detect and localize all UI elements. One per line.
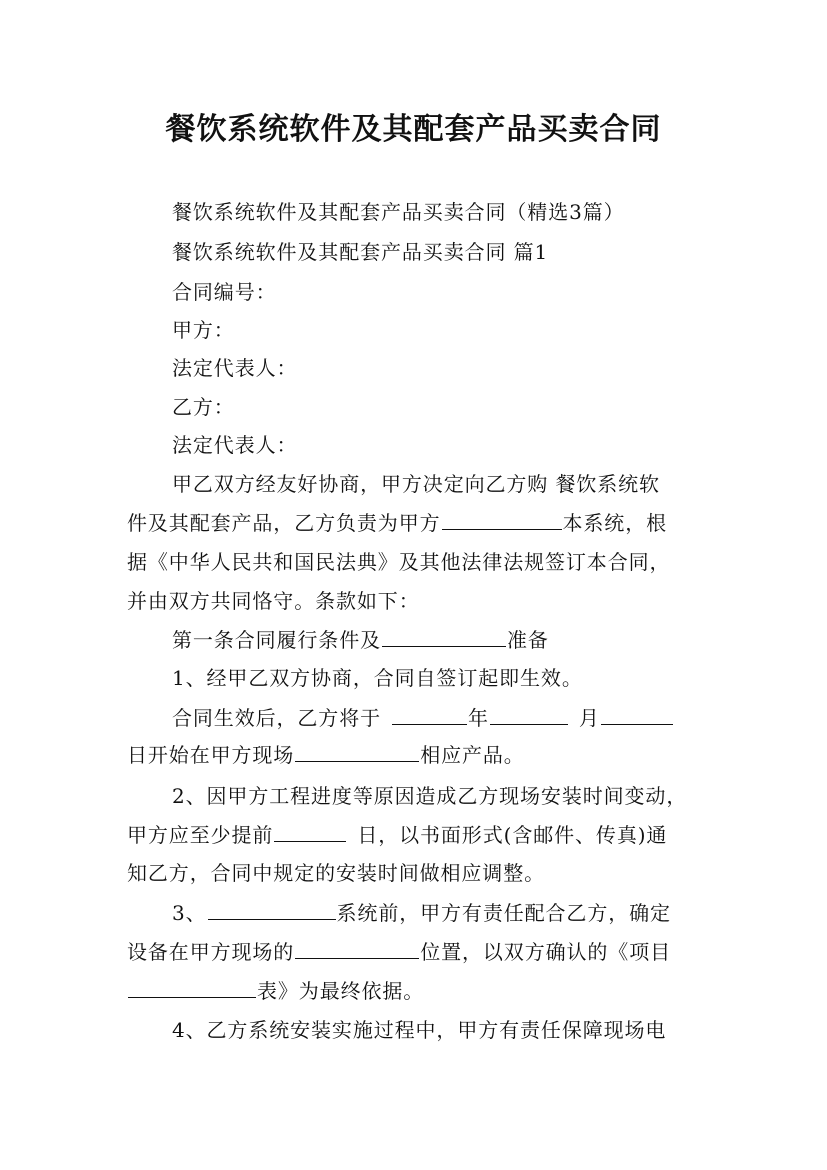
party-b-label: 乙方： (172, 395, 235, 419)
item-2-line-2 (127, 823, 707, 847)
item-3-line-2 (127, 940, 707, 964)
blank-field (490, 706, 568, 725)
blank-field (208, 901, 336, 920)
item-3-text-b: 系统前，甲方有责任配合乙方，确定 (336, 901, 671, 925)
paragraph-1-line-2-text-a: 件及其配套产品，乙方负责为甲方 (127, 511, 441, 535)
document-title: 餐饮系统软件及其配套产品买卖合同 (165, 112, 662, 147)
item-3-text-a: 3、 (172, 901, 207, 925)
item-1-continuation-line-1 (172, 706, 752, 730)
party-a-representative-label: 法定代表人： (172, 356, 298, 380)
item-4-line-1: 4、乙方系统安装实施过程中，甲方有责任保障现场电 (172, 1018, 667, 1042)
blank-field (601, 706, 673, 725)
paragraph-1-line-2-text-b: 本系统，根 (562, 511, 667, 535)
paragraph-1-line-2 (127, 511, 707, 535)
item-1-text-a: 合同生效后，乙方将于 (172, 706, 381, 730)
item-3-line-3 (127, 979, 707, 1003)
blank-field (442, 511, 562, 530)
item-1-line: 1、经甲乙双方协商，合同自签订起即生效。 (172, 666, 583, 690)
item-3-line-1 (172, 901, 752, 925)
item-1-text-b: 日开始在甲方现场 (127, 743, 295, 767)
paragraph-1-line-1: 甲乙双方经友好协商，甲方决定向乙方购 餐饮系统软 (172, 472, 660, 496)
blank-field (274, 823, 346, 842)
blank-field (128, 979, 256, 998)
contract-number-label: 合同编号： (172, 280, 277, 304)
paragraph-1-line-4: 并由双方共同恪守。条款如下： (127, 589, 420, 613)
blank-field (382, 628, 506, 647)
item-1-continuation-line-2 (127, 743, 707, 767)
item-1-text-c: 相应产品。 (420, 743, 525, 767)
item-2-line-1: 2、因甲方工程进度等原因造成乙方现场安装时间变动， (172, 784, 688, 808)
item-2-text-a: 甲方应至少提前 (127, 823, 274, 847)
blank-field (392, 706, 467, 725)
blank-field (295, 940, 419, 959)
party-a-label: 甲方： (172, 318, 235, 342)
month-label: 月 (578, 706, 600, 730)
intro-line: 餐饮系统软件及其配套产品买卖合同（精选3篇） (172, 200, 625, 224)
item-2-line-3: 知乙方，合同中规定的安装时间做相应调整。 (127, 861, 545, 885)
item-3-text-d: 位置，以双方确认的《项目 (420, 940, 672, 964)
item-2-text-b: 日，以书面形式(含邮件、传真)通 (357, 823, 668, 847)
paragraph-1-line-3: 据《中华人民共和国民法典》及其他法律法规签订本合同， (127, 550, 671, 574)
section-heading: 餐饮系统软件及其配套产品买卖合同 篇1 (172, 240, 549, 264)
article-1-text-b: 准备 (507, 628, 549, 652)
item-3-text-c: 设备在甲方现场的 (127, 940, 295, 964)
item-3-text-e: 表》为最终依据。 (257, 979, 425, 1003)
blank-field (295, 743, 419, 762)
year-label: 年 (468, 706, 489, 730)
article-1-heading (172, 628, 752, 652)
party-b-representative-label: 法定代表人： (172, 433, 298, 457)
article-1-text-a: 第一条合同履行条件及 (172, 628, 381, 652)
